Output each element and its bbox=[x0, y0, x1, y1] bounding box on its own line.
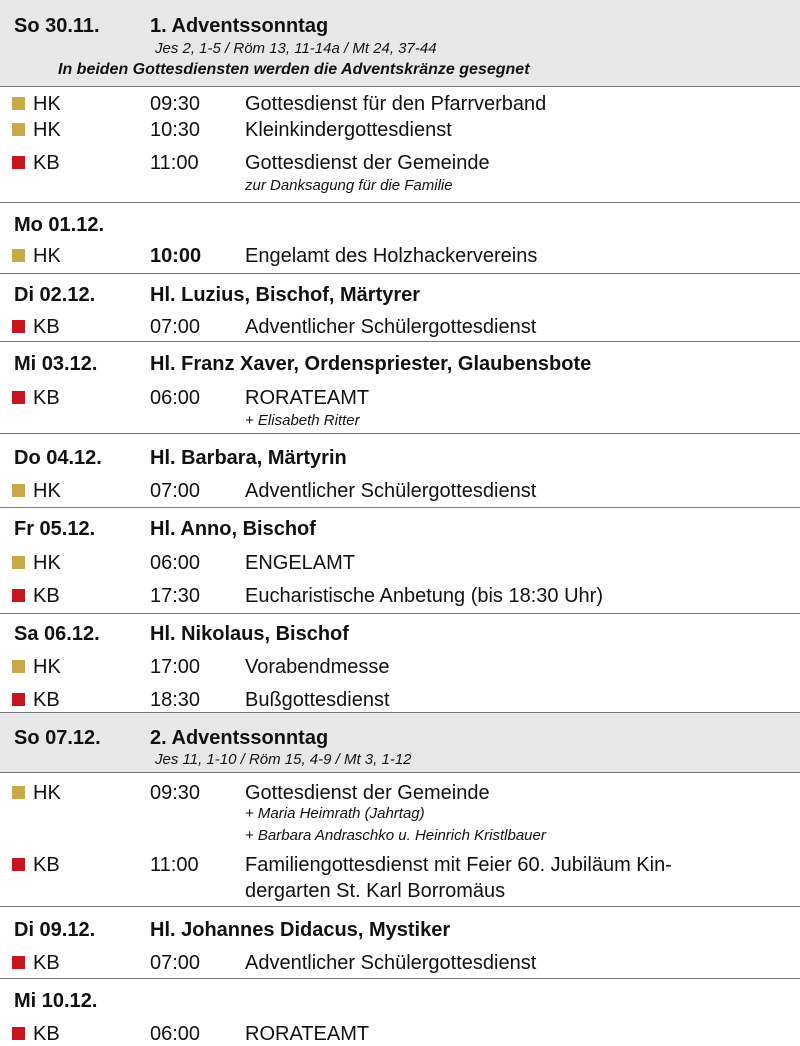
day-date: Do 04.12. bbox=[14, 447, 102, 469]
event-time: 09:30 bbox=[150, 93, 201, 115]
day-readings: Jes 2, 1-5 / Röm 13, 11-14a / Mt 24, 37-44 bbox=[155, 40, 437, 57]
day-divider bbox=[0, 507, 800, 508]
event-description: RORATEAMT bbox=[245, 387, 370, 409]
day-feast: Hl. Luzius, Bischof, Märtyrer bbox=[150, 284, 421, 306]
event-location: HK bbox=[33, 119, 61, 141]
day-feast: Hl. Johannes Didacus, Mystiker bbox=[150, 919, 451, 941]
event-location: HK bbox=[33, 93, 61, 115]
event-time: 09:30 bbox=[150, 782, 201, 804]
day-feast: Hl. Nikolaus, Bischof bbox=[150, 623, 349, 645]
location-square-icon bbox=[12, 693, 25, 706]
day-date: So 07.12. bbox=[14, 727, 101, 749]
day-divider bbox=[0, 86, 800, 87]
day-date: Di 09.12. bbox=[14, 919, 96, 941]
day-notice: In beiden Gottesdiensten werden die Adventskränze gesegnet bbox=[58, 61, 530, 78]
event-location: HK bbox=[33, 782, 61, 804]
event-time: 07:00 bbox=[150, 480, 201, 502]
event-location: KB bbox=[33, 316, 60, 338]
day-divider bbox=[0, 772, 800, 773]
event-time: 11:00 bbox=[150, 152, 199, 174]
event-description: RORATEAMT bbox=[245, 1023, 370, 1045]
event-location: KB bbox=[33, 689, 60, 711]
event-description: Eucharistische Anbetung (bis 18:30 Uhr) bbox=[245, 585, 603, 607]
location-square-icon bbox=[12, 858, 25, 871]
event-time: 10:00 bbox=[150, 245, 202, 267]
day-divider bbox=[0, 273, 800, 274]
day-feast: 1. Adventssonntag bbox=[150, 15, 329, 37]
location-square-icon bbox=[12, 97, 25, 110]
event-location: HK bbox=[33, 245, 61, 267]
day-date: Mi 10.12. bbox=[14, 990, 98, 1012]
location-square-icon bbox=[12, 320, 25, 333]
day-date: Di 02.12. bbox=[14, 284, 96, 306]
location-square-icon bbox=[12, 786, 25, 799]
location-square-icon bbox=[12, 660, 25, 673]
event-description: Adventlicher Schülergottesdienst bbox=[245, 480, 537, 502]
day-divider bbox=[0, 341, 800, 342]
event-time: 17:00 bbox=[150, 656, 201, 678]
event-time: 10:30 bbox=[150, 119, 201, 141]
day-divider bbox=[0, 433, 800, 434]
day-feast: 2. Adventssonntag bbox=[150, 727, 329, 749]
event-location: KB bbox=[33, 585, 60, 607]
event-description: ENGELAMT bbox=[245, 552, 356, 574]
event-time: 17:30 bbox=[150, 585, 201, 607]
event-note: + Maria Heimrath (Jahrtag) bbox=[245, 805, 425, 822]
event-description: Gottesdienst der Gemeinde bbox=[245, 782, 490, 804]
event-description: Vorabendmesse bbox=[245, 656, 390, 678]
event-time: 06:00 bbox=[150, 387, 201, 409]
event-time: 06:00 bbox=[150, 1023, 201, 1045]
event-time: 07:00 bbox=[150, 952, 201, 974]
event-description: Adventlicher Schülergottesdienst bbox=[245, 952, 537, 974]
location-square-icon bbox=[12, 956, 25, 969]
day-divider bbox=[0, 202, 800, 203]
location-square-icon bbox=[12, 123, 25, 136]
day-divider bbox=[0, 978, 800, 979]
day-date: Mi 03.12. bbox=[14, 353, 98, 375]
event-note: zur Danksagung für die Familie bbox=[245, 177, 453, 194]
day-feast: Hl. Anno, Bischof bbox=[150, 518, 316, 540]
location-square-icon bbox=[12, 156, 25, 169]
day-feast: Hl. Barbara, Märtyrin bbox=[150, 447, 347, 469]
event-description: Engelamt des Holzhackervereins bbox=[245, 245, 538, 267]
event-description: Familiengottesdienst mit Feier 60. Jubiläum Kin- bbox=[245, 854, 672, 876]
event-time: 18:30 bbox=[150, 689, 201, 711]
event-note: + Barbara Andraschko u. Heinrich Kristlbauer bbox=[245, 827, 546, 844]
event-location: KB bbox=[33, 952, 60, 974]
event-location: HK bbox=[33, 552, 61, 574]
day-divider bbox=[0, 906, 800, 907]
event-time: 11:00 bbox=[150, 854, 199, 876]
day-date: Fr 05.12. bbox=[14, 518, 96, 540]
location-square-icon bbox=[12, 556, 25, 569]
event-description: Bußgottesdienst bbox=[245, 689, 390, 711]
event-description: Gottesdienst der Gemeinde bbox=[245, 152, 490, 174]
day-divider bbox=[0, 613, 800, 614]
event-location: KB bbox=[33, 1023, 60, 1045]
location-square-icon bbox=[12, 484, 25, 497]
event-description: Kleinkindergottesdienst bbox=[245, 119, 452, 141]
event-description: Gottesdienst für den Pfarrverband bbox=[245, 93, 547, 115]
event-location: KB bbox=[33, 387, 60, 409]
event-location: KB bbox=[33, 854, 60, 876]
day-date: So 30.11. bbox=[14, 15, 100, 37]
day-feast: Hl. Franz Xaver, Ordenspriester, Glaubensbote bbox=[150, 353, 592, 375]
location-square-icon bbox=[12, 391, 25, 404]
day-readings: Jes 11, 1-10 / Röm 15, 4-9 / Mt 3, 1-12 bbox=[155, 751, 412, 768]
event-location: KB bbox=[33, 152, 60, 174]
event-description: Adventlicher Schülergottesdienst bbox=[245, 316, 537, 338]
event-location: HK bbox=[33, 656, 61, 678]
location-square-icon bbox=[12, 249, 25, 262]
event-note: + Elisabeth Ritter bbox=[245, 412, 360, 429]
event-description-continued: dergarten St. Karl Borromäus bbox=[245, 880, 506, 902]
event-location: HK bbox=[33, 480, 61, 502]
location-square-icon bbox=[12, 589, 25, 602]
event-time: 07:00 bbox=[150, 316, 201, 338]
event-time: 06:00 bbox=[150, 552, 201, 574]
day-date: Mo 01.12. bbox=[14, 214, 105, 236]
day-date: Sa 06.12. bbox=[14, 623, 100, 645]
location-square-icon bbox=[12, 1027, 25, 1040]
